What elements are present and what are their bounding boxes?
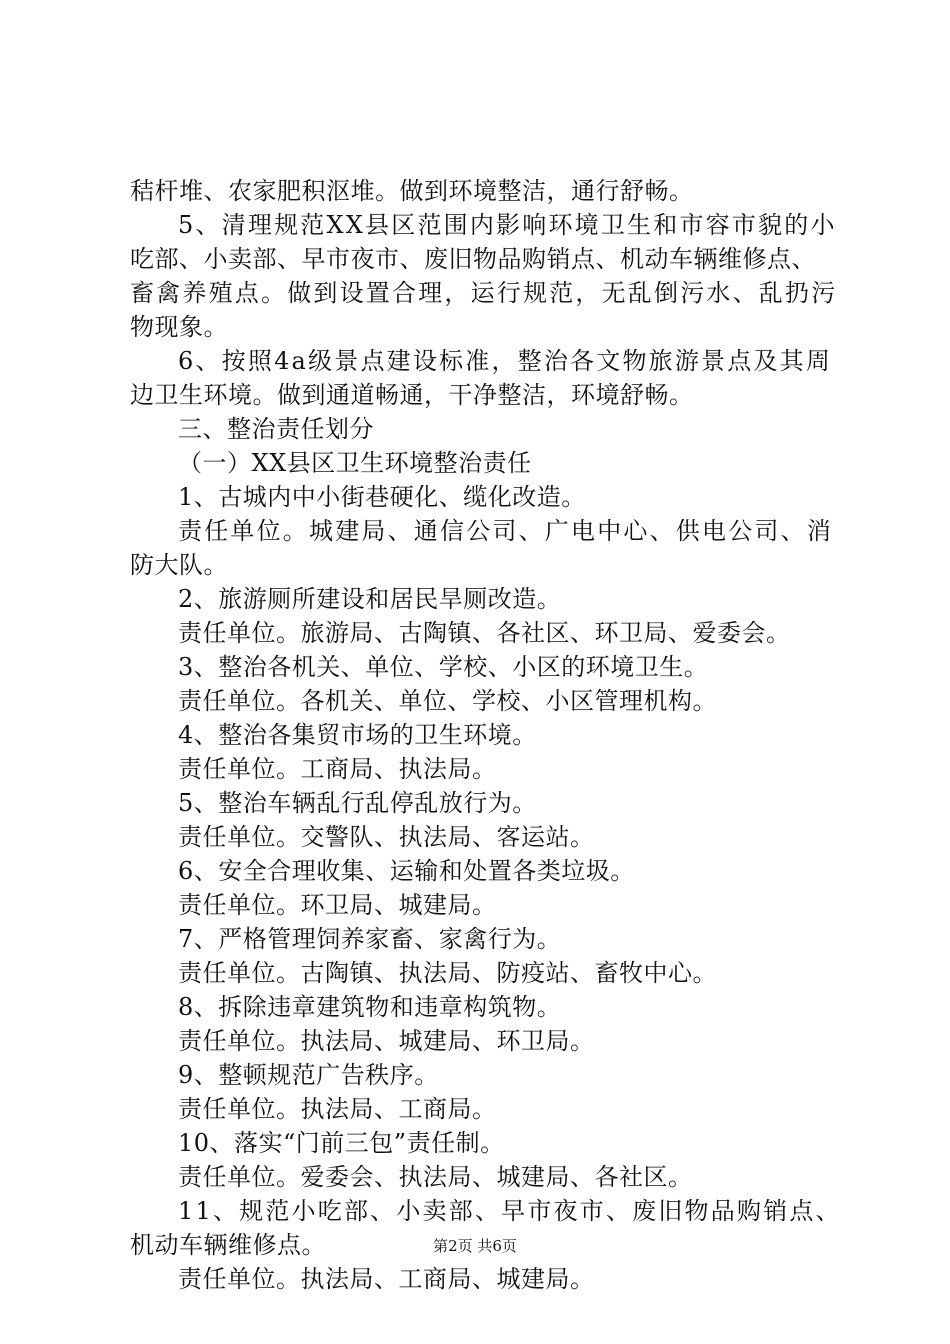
paragraph-line: 物现象。 bbox=[130, 313, 228, 341]
paragraph-line: 6、按照4a级景点建设标准，整治各文物旅游景点及其周 bbox=[178, 347, 833, 375]
paragraph-line: 畜禽养殖点。做到设置合理，运行规范，无乱倒污水、乱扔污 bbox=[130, 279, 838, 307]
list-item-detail: 责任单位。旅游局、古陶镇、各社区、环卫局、爱委会。 bbox=[178, 619, 791, 647]
subsection-heading: （一）XX县区卫生环境整治责任 bbox=[178, 449, 532, 477]
list-item-detail: 责任单位。爱委会、执法局、城建局、各社区。 bbox=[178, 1163, 693, 1191]
list-item: 4、整治各集贸市场的卫生环境。 bbox=[178, 721, 537, 749]
page-footer: 第2页 共6页 bbox=[433, 1237, 517, 1255]
list-item: 5、整治车辆乱行乱停乱放行为。 bbox=[178, 789, 537, 817]
list-item-detail: 责任单位。城建局、通信公司、广电中心、供电公司、消 bbox=[178, 517, 833, 545]
list-item: 机动车辆维修点。 bbox=[130, 1231, 326, 1259]
list-item-detail: 责任单位。工商局、执法局。 bbox=[178, 755, 497, 783]
list-item: 2、旅游厕所建设和居民旱厕改造。 bbox=[178, 585, 562, 613]
list-item-detail: 责任单位。各机关、单位、学校、小区管理机构。 bbox=[178, 687, 717, 715]
list-item: 9、整顿规范广告秩序。 bbox=[178, 1061, 439, 1089]
paragraph-line: 吃部、小卖部、早市夜市、废旧物品购销点、机动车辆维修点、 bbox=[130, 245, 816, 273]
section-heading: 三、整治责任划分 bbox=[178, 415, 374, 443]
list-item: 7、严格管理饲养家畜、家禽行为。 bbox=[178, 925, 562, 953]
list-item-detail: 责任单位。环卫局、城建局。 bbox=[178, 891, 497, 919]
list-item: 3、整治各机关、单位、学校、小区的环境卫生。 bbox=[178, 653, 709, 681]
list-item: 10、落实“门前三包”责任制。 bbox=[178, 1129, 505, 1157]
list-item: 8、拆除违章建筑物和违章构筑物。 bbox=[178, 993, 562, 1021]
list-item-detail: 责任单位。古陶镇、执法局、防疫站、畜牧中心。 bbox=[178, 959, 717, 987]
paragraph-line: 5、清理规范XX县区范围内影响环境卫生和市容市貌的小 bbox=[178, 211, 837, 239]
list-item: 11、规范小吃部、小卖部、早市夜市、废旧物品购销点、 bbox=[178, 1197, 842, 1225]
list-item-detail: 责任单位。执法局、工商局。 bbox=[178, 1095, 497, 1123]
document-body bbox=[130, 174, 842, 1296]
list-item-detail: 防大队。 bbox=[130, 551, 228, 579]
list-item-detail: 责任单位。交警队、执法局、客运站。 bbox=[178, 823, 595, 851]
list-item: 6、安全合理收集、运输和处置各类垃圾。 bbox=[178, 857, 635, 885]
list-item: 1、古城内中小街巷硬化、缆化改造。 bbox=[178, 483, 586, 511]
list-item-detail: 责任单位。执法局、工商局、城建局。 bbox=[178, 1265, 595, 1293]
paragraph-line: 秸杆堆、农家肥积沤堆。做到环境整洁，通行舒畅。 bbox=[130, 177, 694, 205]
paragraph-line: 边卫生环境。做到通道畅通，干净整洁，环境舒畅。 bbox=[130, 381, 694, 409]
list-item-detail: 责任单位。执法局、城建局、环卫局。 bbox=[178, 1027, 595, 1055]
